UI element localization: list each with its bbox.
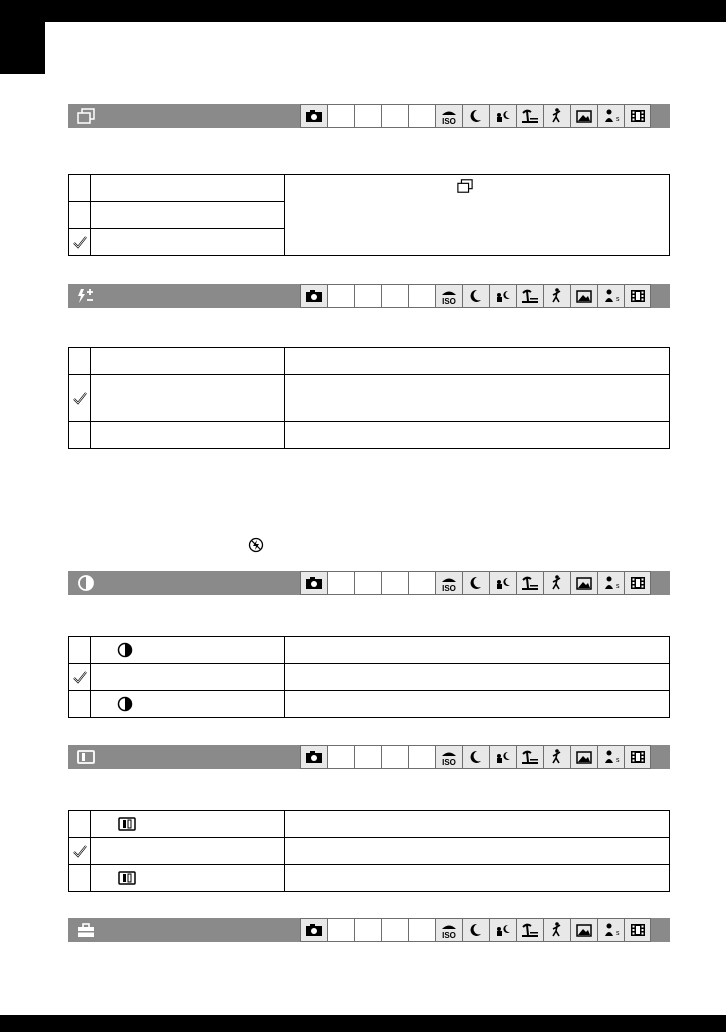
mode-cell: [354, 918, 381, 942]
landscape-icon: [574, 107, 594, 125]
mode-cell: [327, 745, 354, 769]
sharpness-options-table: [68, 810, 670, 892]
mode-cell: [624, 104, 651, 128]
option-description: [285, 175, 670, 256]
mode-cell: [570, 571, 597, 595]
mode-cell: [570, 918, 597, 942]
twilight-icon: [466, 748, 486, 766]
option-label: [91, 838, 285, 865]
camera-icon: [304, 574, 324, 592]
mode-cell: [516, 918, 543, 942]
mode-compat-strip: [300, 571, 651, 595]
check-icon: [72, 235, 88, 249]
camera-icon: [304, 107, 324, 125]
mode-cell: [435, 284, 462, 308]
check-cell: [69, 811, 91, 838]
option-description: [285, 637, 670, 664]
camera-icon: [304, 748, 324, 766]
mode-cell: [516, 745, 543, 769]
mode-compat-strip: [300, 918, 651, 942]
sport-icon: [547, 921, 567, 939]
option-description: [285, 375, 670, 422]
contrast-header-bar: [68, 571, 670, 595]
check-cell: [69, 348, 91, 375]
check-cell: [69, 375, 91, 422]
top-bar: [0, 0, 726, 22]
mode-cell: [489, 104, 516, 128]
twilight-portrait-icon: [493, 107, 513, 125]
check-icon: [72, 844, 88, 858]
toolbox-icon: [76, 921, 96, 939]
mode-cell: [489, 571, 516, 595]
option-label: [91, 202, 285, 229]
soft-snap-icon: [601, 921, 621, 939]
soft-snap-icon: [601, 574, 621, 592]
mode-cell: [543, 104, 570, 128]
option-label: [91, 175, 285, 202]
twilight-portrait-icon: [493, 287, 513, 305]
high-sensitivity-icon: [439, 921, 459, 939]
option-description: [285, 664, 670, 691]
high-sensitivity-icon: [439, 574, 459, 592]
check-cell: [69, 637, 91, 664]
landscape-icon: [574, 748, 594, 766]
mode-cell: [300, 284, 327, 308]
mode-cell: [543, 571, 570, 595]
mode-cell: [408, 571, 435, 595]
mode-cell: [543, 284, 570, 308]
movie-icon: [628, 107, 648, 125]
mode-cell: [408, 918, 435, 942]
mode-cell: [624, 918, 651, 942]
option-description: [285, 348, 670, 375]
camera-icon: [304, 921, 324, 939]
mode-cell: [381, 104, 408, 128]
mode-cell: [354, 284, 381, 308]
mode-cell: [516, 284, 543, 308]
mode-cell: [489, 918, 516, 942]
option-label: [91, 375, 285, 422]
mode-cell: [624, 571, 651, 595]
mode-cell: [624, 284, 651, 308]
mode-cell: [435, 571, 462, 595]
sharpness-icon: [76, 748, 96, 766]
twilight-portrait-icon: [493, 574, 513, 592]
mode-cell: [354, 104, 381, 128]
sharpness-icon: [117, 816, 137, 832]
corner-tab: [0, 22, 45, 74]
contrast-options-table: [68, 636, 670, 718]
flash-level-options-table: [68, 347, 670, 449]
high-sensitivity-icon: [439, 107, 459, 125]
camera-icon: [304, 287, 324, 305]
beach-icon: [520, 287, 540, 305]
check-cell: [69, 838, 91, 865]
option-label: [91, 865, 285, 892]
bottom-bar: [0, 1015, 726, 1032]
sharpness-icon: [117, 870, 137, 886]
movie-icon: [628, 921, 648, 939]
mode-cell: [624, 745, 651, 769]
mode-cell: [489, 284, 516, 308]
sport-icon: [547, 287, 567, 305]
movie-icon: [628, 748, 648, 766]
beach-icon: [520, 921, 540, 939]
mode-cell: [543, 918, 570, 942]
mode-cell: [300, 104, 327, 128]
check-cell: [69, 202, 91, 229]
mode-cell: [354, 745, 381, 769]
mode-cell: [327, 571, 354, 595]
mode-compat-strip: [300, 104, 651, 128]
mode-compat-strip: [300, 745, 651, 769]
landscape-icon: [574, 921, 594, 939]
mode-cell: [462, 104, 489, 128]
mode-compat-strip: [300, 284, 651, 308]
sport-icon: [547, 107, 567, 125]
check-cell: [69, 422, 91, 449]
burst-options-table: [68, 174, 670, 256]
high-sensitivity-icon: [439, 287, 459, 305]
check-cell: [69, 865, 91, 892]
mode-cell: [516, 571, 543, 595]
burst-icon: [455, 178, 475, 194]
sharpness-header-bar: [68, 745, 670, 769]
mode-cell: [300, 918, 327, 942]
mode-cell: [597, 104, 624, 128]
beach-icon: [520, 748, 540, 766]
check-cell: [69, 664, 91, 691]
movie-icon: [628, 574, 648, 592]
option-description: [285, 691, 670, 718]
check-cell: [69, 691, 91, 718]
mode-cell: [408, 745, 435, 769]
burst-icon: [76, 107, 96, 125]
soft-snap-icon: [601, 287, 621, 305]
option-label: [91, 811, 285, 838]
mode-cell: [489, 745, 516, 769]
mode-cell: [462, 918, 489, 942]
mode-cell: [435, 104, 462, 128]
contrast-icon: [117, 696, 133, 712]
high-sensitivity-icon: [439, 748, 459, 766]
mode-cell: [408, 104, 435, 128]
mode-cell: [435, 745, 462, 769]
soft-snap-icon: [601, 748, 621, 766]
burst-header-bar: [68, 104, 670, 128]
mode-cell: [516, 104, 543, 128]
mode-cell: [597, 284, 624, 308]
check-cell: [69, 229, 91, 256]
mode-cell: [381, 284, 408, 308]
sport-icon: [547, 574, 567, 592]
option-description: [285, 422, 670, 449]
twilight-portrait-icon: [493, 748, 513, 766]
twilight-icon: [466, 574, 486, 592]
option-label: [91, 691, 285, 718]
flash-level-icon: [76, 287, 96, 305]
twilight-icon: [466, 921, 486, 939]
twilight-portrait-icon: [493, 921, 513, 939]
mode-cell: [327, 918, 354, 942]
landscape-icon: [574, 574, 594, 592]
option-label: [91, 348, 285, 375]
mode-cell: [300, 745, 327, 769]
flash-level-header-bar: [68, 284, 670, 308]
option-description: [285, 865, 670, 892]
option-label: [91, 664, 285, 691]
twilight-icon: [466, 107, 486, 125]
check-icon: [72, 670, 88, 684]
beach-icon: [520, 574, 540, 592]
mode-cell: [597, 571, 624, 595]
mode-cell: [570, 104, 597, 128]
check-cell: [69, 175, 91, 202]
mode-cell: [570, 284, 597, 308]
mode-cell: [408, 284, 435, 308]
beach-icon: [520, 107, 540, 125]
mode-cell: [570, 745, 597, 769]
mode-cell: [327, 284, 354, 308]
mode-cell: [381, 571, 408, 595]
setup-header-bar: [68, 918, 670, 942]
mode-cell: [381, 918, 408, 942]
landscape-icon: [574, 287, 594, 305]
mode-cell: [543, 745, 570, 769]
mode-cell: [597, 745, 624, 769]
mode-cell: [597, 918, 624, 942]
mode-cell: [381, 745, 408, 769]
check-icon: [72, 391, 88, 405]
option-label: [91, 422, 285, 449]
soft-snap-icon: [601, 107, 621, 125]
mode-cell: [462, 745, 489, 769]
mode-cell: [300, 571, 327, 595]
contrast-icon: [117, 642, 133, 658]
mode-cell: [354, 571, 381, 595]
mode-cell: [462, 284, 489, 308]
option-description: [285, 811, 670, 838]
contrast-icon: [76, 574, 96, 592]
twilight-icon: [466, 287, 486, 305]
sport-icon: [547, 748, 567, 766]
flash-off-icon: [248, 537, 264, 553]
option-label: [91, 637, 285, 664]
movie-icon: [628, 287, 648, 305]
option-description: [285, 838, 670, 865]
mode-cell: [327, 104, 354, 128]
option-label: [91, 229, 285, 256]
mode-cell: [435, 918, 462, 942]
mode-cell: [462, 571, 489, 595]
